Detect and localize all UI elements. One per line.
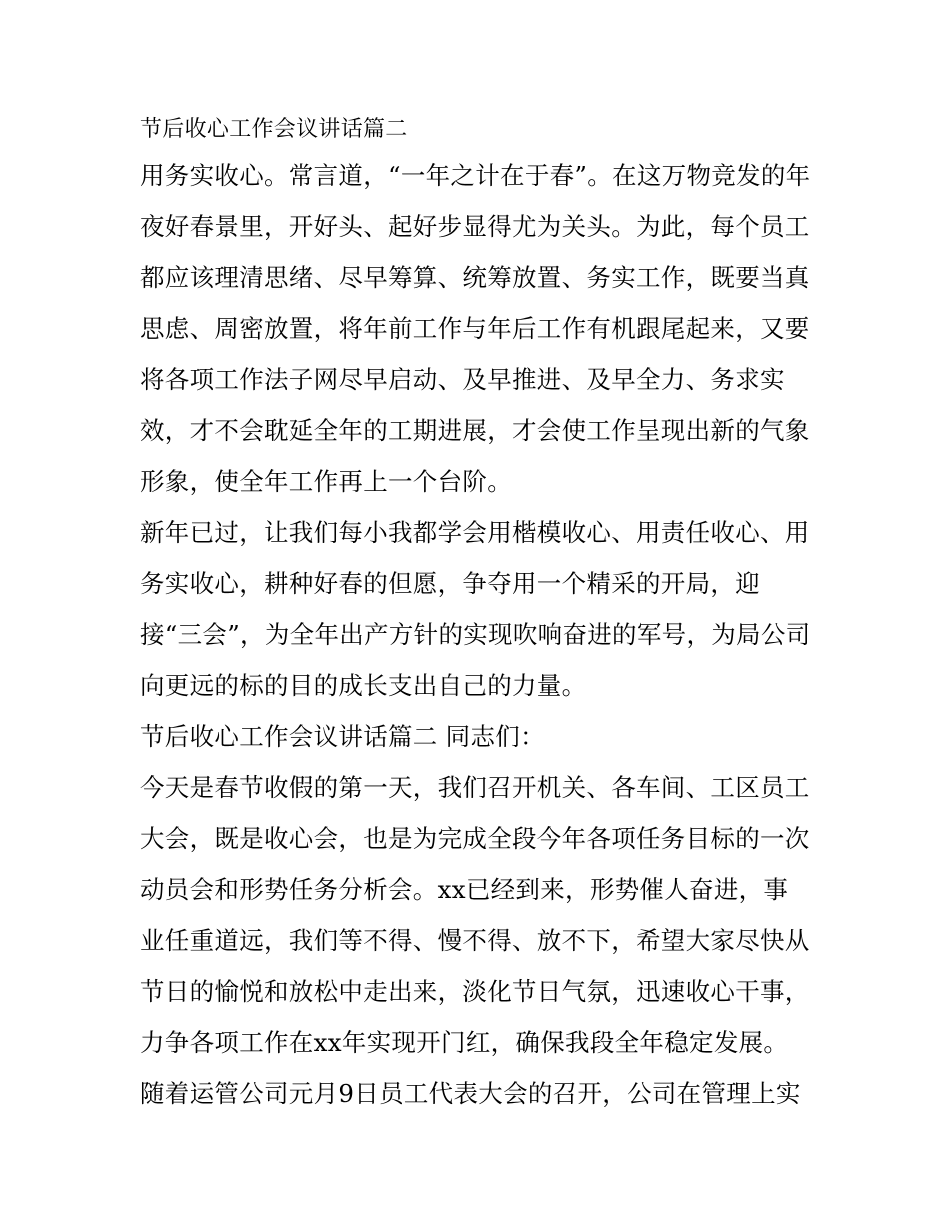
section-heading: 节后收心工作会议讲话篇二 [140, 117, 408, 142]
paragraph-line: 用务实收心。常言道，“一年之计在于春”。在这万物竞发的年 [140, 161, 811, 190]
paragraph-line: 夜好春景里，开好头、起好步显得尤为关头。为此，每个员工 [140, 212, 810, 241]
paragraph-line: 向更远的标的目的成长支出自己的力量。 [140, 671, 587, 700]
paragraph-line: 业任重道远，我们等不得、慢不得、放不下，希望大家尽快从 [140, 926, 810, 955]
paragraph-line: 节日的愉悦和放松中走出来，淡化节日气氛，迅速收心干事， [140, 977, 810, 1006]
paragraph-line: 接“三会”，为全年出产方针的实现吹响奋进的军号，为局公司 [140, 620, 811, 649]
paragraph-line: 新年已过，让我们每小我都学会用楷模收心、用责任收心、用 [140, 518, 810, 547]
paragraph-line: 力争各项工作在xx年实现开门红，确保我段全年稳定发展。 [140, 1028, 789, 1057]
paragraph-line: 形象，使全年工作再上一个台阶。 [140, 467, 512, 496]
paragraph-line: 务实收心，耕种好春的但愿，争夺用一个精采的开局，迎 [140, 569, 760, 598]
paragraph-line: 随着运管公司元月9日员工代表大会的召开，公司在管理上实 [140, 1079, 801, 1108]
paragraph-line: 今天是春节收假的第一天，我们召开机关、各车间、工区员工 [140, 773, 810, 802]
document-body [140, 112, 830, 1119]
paragraph-line: 都应该理清思绪、尽早筹算、统筹放置、务实工作，既要当真 [140, 263, 810, 292]
paragraph-line: 动员会和形势任务分析会。xx已经到来，形势催人奋进，事 [140, 875, 789, 904]
paragraph-line: 大会，既是收心会，也是为完成全段今年各项任务目标的一次 [140, 824, 810, 853]
paragraph-line: 思虑、周密放置，将年前工作与年后工作有机跟尾起来，又要 [140, 314, 810, 343]
paragraph-line: 效，才不会耽延全年的工期进展，才会使工作呈现出新的气象 [140, 416, 810, 445]
section-heading-line: 节后收心工作会议讲话篇二 同志们： [140, 722, 545, 751]
paragraph-line: 将各项工作法子网尽早启动、及早推进、及早全力、务求实 [140, 365, 785, 394]
